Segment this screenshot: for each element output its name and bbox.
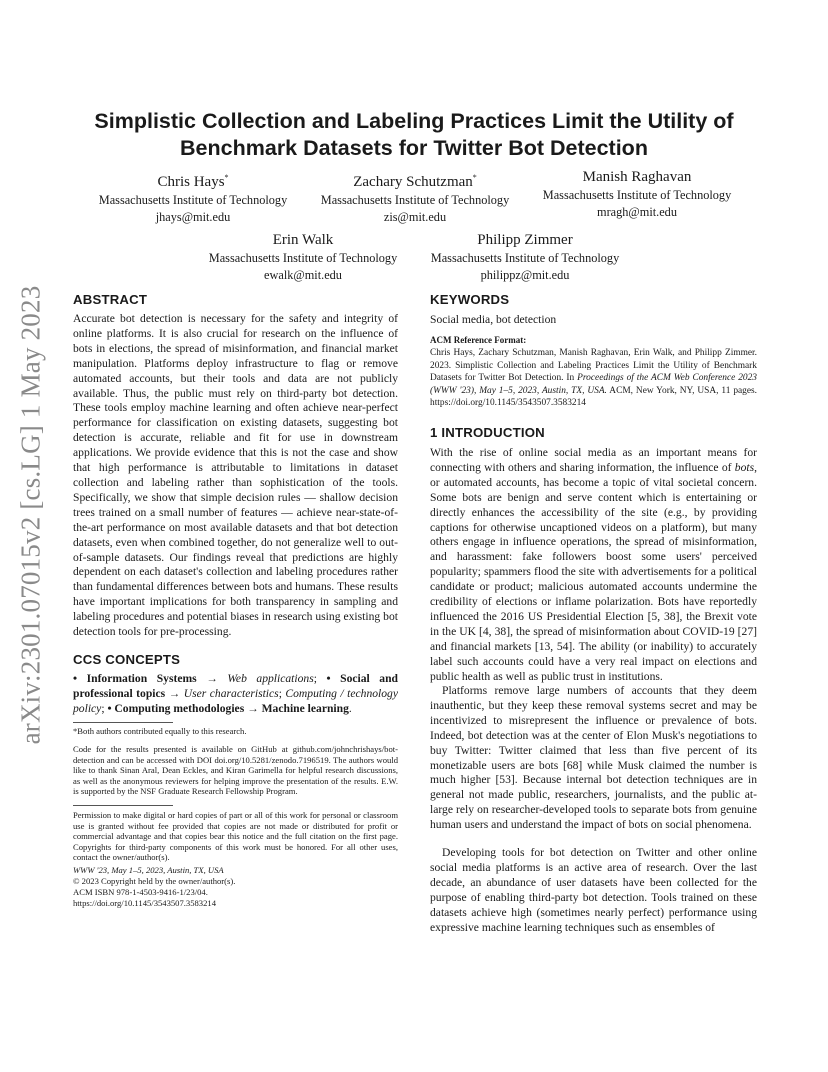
equal-contribution-mark: *: [224, 173, 229, 182]
introduction-paragraph: [430, 446, 757, 685]
ccs-separator: .: [348, 701, 352, 715]
author-block: [304, 168, 526, 225]
author-email: mragh@mit.edu: [597, 204, 677, 219]
ccs-arrow: →: [165, 686, 184, 700]
ccs-concepts-text: [73, 672, 398, 717]
author-affiliation: Massachusetts Institute of Technology: [430, 251, 620, 265]
author-email: ewalk@mit.edu: [264, 267, 342, 282]
abstract-heading: ABSTRACT: [73, 292, 148, 307]
intro-emphasis: bots: [734, 460, 755, 474]
author-affiliation: Massachusetts Institute of Technology: [542, 188, 732, 202]
author-block: [192, 231, 414, 283]
acm-reference-publisher: ACM, New York, NY, USA, 11 pages. https://doi.org/10.1145/3543507.3583214: [430, 385, 758, 409]
copyright-line: © 2023 Copyright held by the owner/author(s).: [73, 876, 236, 886]
author-affiliation: Massachusetts Institute of Technology: [320, 193, 510, 207]
ccs-term: Machine learning: [261, 701, 349, 715]
ccs-term: • Information Systems: [73, 672, 197, 685]
acm-reference-label: ACM Reference Format:: [430, 335, 527, 345]
equal-contribution-footnote: *Both authors contributed equally to this research.: [73, 726, 247, 736]
author-email: philippz@mit.edu: [480, 267, 570, 282]
ccs-arrow: →: [244, 701, 262, 715]
ccs-concepts-heading: CCS CONCEPTS: [73, 652, 181, 667]
permission-rule: [73, 805, 173, 806]
doi-line: https://doi.org/10.1145/3543507.3583214: [73, 898, 216, 908]
ccs-term: User characteristics: [183, 686, 279, 700]
ccs-term: Web applications: [227, 672, 314, 685]
author-email: zis@mit.edu: [383, 209, 447, 224]
intro-text: , or automated accounts, has become a topic of vital societal concern. Some bots are benign and serve content which is entertaining or directly enhances the accessibility of the site (e.g., by providing captions for otherwise uncaptioned videos on a platform), but many others engage in influence operations, the spread of misinformation, and harassment: fake followers boost some users' perceived popularity; spammers flood the site with advertisements for a political candidate or product; malicious automated accounts undermine the credibility of elections or inflame polarization. Bots have reportedly influenced the 2016 US Presidential Election [5, 38], the Brexit vote in the UK [4, 38], the spread of misinformation about COVID-19 [27] and financial markets [13, 54]. The ability (or inability) to accurately label such accounts could have a very real impact on elections and public health as well as public trust in institutions.: [430, 460, 757, 683]
ccs-separator: ;: [101, 701, 108, 715]
conference-line: WWW '23, May 1–5, 2023, Austin, TX, USA: [73, 865, 224, 875]
introduction-paragraph: Developing tools for bot detection on Twitter and other online social media platforms is an active area of research. Over the last decade, an abundance of user datasets have been collected for the purpose of enabling third-party bot detection. Tools trained on these datasets achieve high (sometimes nearly perfect) performance using expressive machine learning techniques such as ensembles of: [430, 846, 757, 934]
code-availability-footnote: Code for the results presented is available on GitHub at github.com/johnchrishays/bot-detection and can be accessed with DOI doi.org/10.5281/zenodo.7196519. The authors would like to thank Sinan Aral, Dean Eckles, and Kiran Garimella for helpful research discussions, as well as the anonymous reviewers for helping improve the presentation of the results. E.W. is supported by the NSF Graduate Research Fellowship Program.: [73, 744, 398, 797]
isbn-line: ACM ISBN 978-1-4503-9416-1/23/04.: [73, 887, 208, 897]
permission-notice: Permission to make digital or hard copies of part or all of this work for personal or classroom use is granted without fee provided that copies are not made or distributed for profit or commercial advantage and that copies bear this notice and the full citation on the first page. Copyrights for third-party components of this work must be honored. For all other uses, contact the owner/author(s).: [73, 810, 398, 863]
ccs-term: • Computing methodologies: [107, 701, 245, 715]
author-block: [526, 168, 748, 220]
introduction-paragraph: Platforms remove large numbers of accounts that they deem inauthentic, but they keep these removal systems secret and may be incentivized to misrepresent the influence or prevalence of bots. Indeed, bot detection was at the center of Elon Musk's negotiations to buy Twitter: Twitter claimed that less than five percent of its monetizable users are bots [68] while Musk claimed the number is much higher [53]. Because internal bot detection techniques are in general not made public, researchers, journalists, and the public at-large rely on researcher-developed tools to separate bots from genuine human users and understand the impact of bots on social phenomena.: [430, 684, 757, 832]
author-name: Zachary Schutzman: [353, 174, 473, 190]
keywords-heading: KEYWORDS: [430, 292, 510, 307]
ccs-separator: ;: [313, 672, 327, 685]
author-name: Manish Raghavan: [582, 169, 692, 185]
author-name: Philipp Zimmer: [477, 232, 573, 248]
intro-text: With the rise of online social media as an important means for connecting with others and sharing information, the influence of: [430, 446, 757, 474]
paper-title: Simplistic Collection and Labeling Practices Limit the Utility of Benchmark Datasets for Twitter Bot Detection: [94, 109, 734, 160]
arxiv-identifier-stamp: [10, 285, 52, 745]
keywords-text: Social media, bot detection: [430, 313, 557, 326]
author-block: [414, 231, 636, 283]
footnote-rule: [73, 722, 173, 723]
author-block: [82, 168, 304, 225]
author-email: jhays@mit.edu: [155, 209, 231, 224]
abstract-text: Accurate bot detection is necessary for the safety and integrity of online platforms. It is also crucial for research on the influence of bots in elections, the spread of misinformation, and financial market manipulation. Platforms deploy infrastructure to flag or remove automated accounts, but their tools and data are not publicly available. Thus, the public must rely on third-party bot detection. These tools employ machine learning and often achieve near-perfect performance for classification on existing datasets, suggesting bot detection is accurate, reliable and fit for use in downstream applications. We provide evidence that this is not the case and show that high performance is attributable to limitations in dataset collection and labeling rather than sophistication of the tools. Specifically, we show that simple decision rules — shallow decision trees trained on a small number of features — achieve near-state-of-the-art performance on most available datasets and that bot detection datasets, even when combined together, do not generalize well to out-of-sample datasets. Our findings reveal that predictions are highly dependent on each dataset's collection and labeling procedures rather than fundamental differences between bots and humans. These results have important implications for both transparency in sampling and labeling procedures and potential biases in research using existing bot detection tools for pre-processing.: [73, 312, 398, 639]
ccs-term: • Social and professional topics: [73, 672, 398, 700]
acm-reference-venue: Proceedings of the ACM Web Conference 2023 (WWW '23), May 1–5, 2023, Austin, TX, USA.: [430, 373, 757, 396]
ccs-term: Computing / technology policy: [73, 686, 398, 715]
ccs-arrow: →: [196, 672, 228, 685]
acm-reference-text: [430, 347, 757, 410]
author-name: Erin Walk: [272, 232, 334, 248]
introduction-heading: 1 INTRODUCTION: [430, 425, 545, 440]
equal-contribution-mark: *: [472, 173, 477, 182]
author-affiliation: Massachusetts Institute of Technology: [98, 193, 288, 207]
author-name: Chris Hays: [157, 174, 225, 190]
author-affiliation: Massachusetts Institute of Technology: [208, 251, 398, 265]
ccs-separator: ;: [278, 686, 286, 700]
acm-reference-authors-title: Chris Hays, Zachary Schutzman, Manish Raghavan, Erin Walk, and Philipp Zimmer. 2023. Simplistic Collection and Labeling Practices Limit the Utility of Benchmark Datasets for Twitter Bot Detection. In: [430, 348, 757, 384]
arxiv-identifier-text: arXiv:2301.07015v2 [cs.LG] 1 May 2023: [15, 285, 46, 745]
